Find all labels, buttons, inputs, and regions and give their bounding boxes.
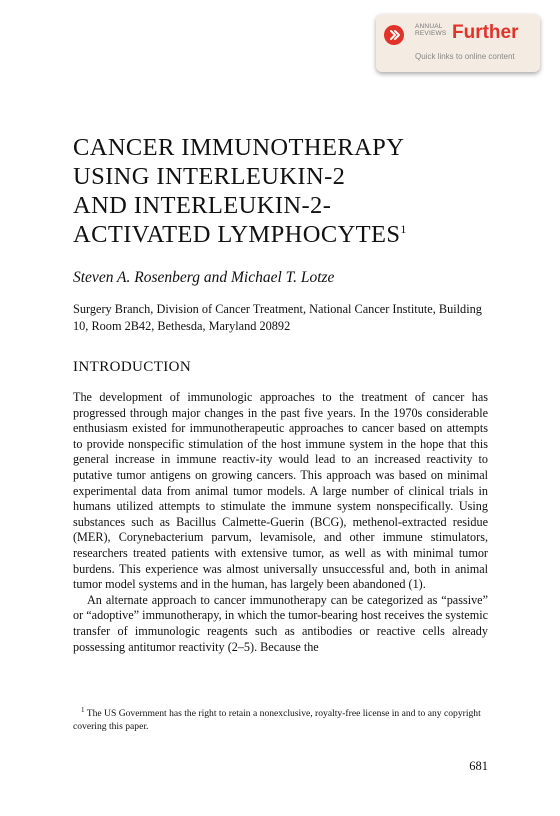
title-footnote-mark[interactable]: 1 xyxy=(400,221,407,236)
footnote-mark: 1 xyxy=(81,706,85,714)
title-line: AND INTERLEUKIN-2- xyxy=(73,192,332,219)
annual-reviews-further-badge[interactable] xyxy=(376,14,540,72)
authors: Steven A. Rosenberg and Michael T. Lotze xyxy=(73,269,335,286)
footnote-text: The US Government has the right to retain a nonexclusive, royalty-free license in and to any copyright covering this paper. xyxy=(73,708,481,733)
title-line: USING INTERLEUKIN-2 xyxy=(73,163,346,190)
annual-reviews-wordmark: ANNUAL REVIEWS xyxy=(415,23,447,37)
paper-title xyxy=(73,133,493,249)
body-text xyxy=(73,390,488,655)
section-heading: INTRODUCTION xyxy=(73,359,192,375)
page-number: 681 xyxy=(469,759,488,773)
paragraph: The development of immunologic approaches to the treatment of cancer has progressed through major changes in the past five years. In the 1970s considerable enthusiasm existed for immunotherapeutic approaches to cancer based on attempts to provide nonspecific stimulation of the host immune system in the hope that this general increase in immune reactiv-ity would lead to an increased reactivity to putative tumor antigens on growing cancers. This approach was based on minimal experimental data from animal tumor models. A large number of clinical trials in humans utilized attempts to stimulate the immune system nonspecifically. Using substances such as Bacillus Calmette-Guerin (BCG), methenol-extracted residue (MER), Corynebacterium parvum, levamisole, and other immune stimulators, researchers treated patients with extensive tumor, as well as with minimal tumor burdens. This experience was almost universally unsuccessful and, both in animal tumor model systems and in the human, has largely been abandoned (1). xyxy=(73,390,488,592)
title-line: CANCER IMMUNOTHERAPY xyxy=(73,134,405,161)
title-line: ACTIVATED LYMPHOCYTES xyxy=(73,221,401,248)
paragraph: An alternate approach to cancer immunotherapy can be categorized as “passive” or “adoptive” immunotherapy, in which the tumor-bearing host receives the systemic transfer of immunologic reagents such as antibodies or reactive cells already possessing antitumor reactivity (2–5). Because the xyxy=(73,592,488,654)
badge-subtitle: Quick links to online content xyxy=(415,52,515,61)
footnote xyxy=(73,704,488,733)
affiliation: Surgery Branch, Division of Cancer Treatment, National Cancer Institute, Building 10, Room 2B42, Bethesda, Maryland 20892 xyxy=(73,302,482,333)
further-logo-icon xyxy=(384,25,404,45)
further-wordmark: Further xyxy=(452,22,519,43)
